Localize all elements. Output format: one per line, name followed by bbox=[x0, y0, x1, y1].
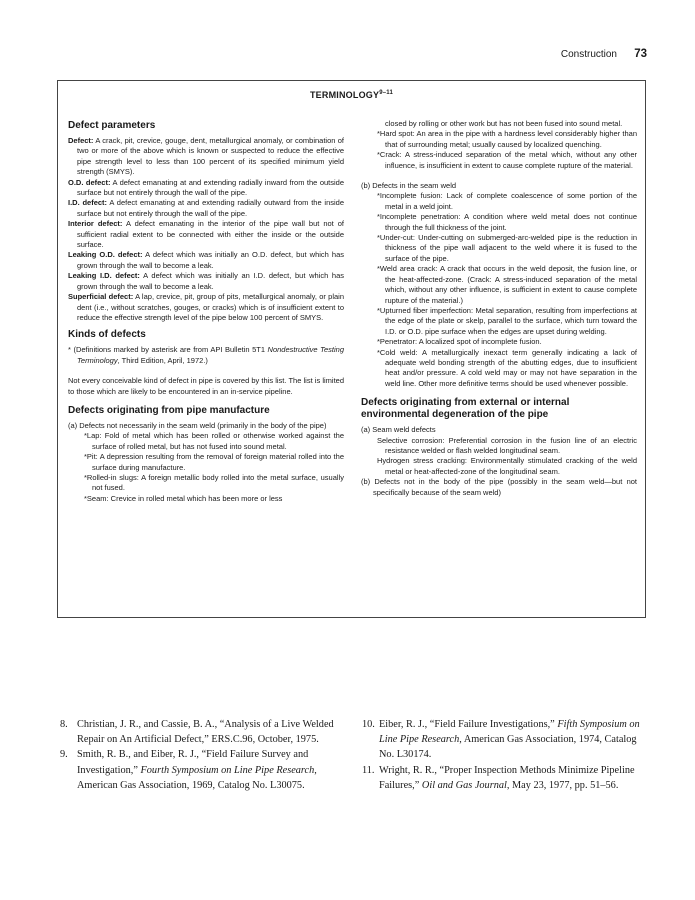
reference-number: 9. bbox=[60, 749, 68, 761]
reference-text bbox=[77, 717, 343, 747]
note-italic-title: Nondestructive Testing Terminology bbox=[77, 345, 345, 365]
definition-text: A defect emanating in the interior of the pipe wall but not of sufficient radial extent to be connected with either the inside or the outside surface. bbox=[77, 219, 344, 250]
definition-term: Interior defect: bbox=[68, 219, 123, 229]
defect-definition: *Lap: Fold of metal which has been rolled or otherwise worked against the surface of rolled metal, but has not fused into sound metal. bbox=[84, 431, 344, 451]
definition-entry bbox=[68, 198, 344, 219]
defect-definition: Hydrogen stress cracking: Environmentally stimulated cracking of the weld metal or heat-affected-zone of the longitudinal seam. bbox=[377, 456, 637, 476]
reference-part: Smith, R. B., and Eiber, R. J., “Field Failure Survey and Investigation,” bbox=[77, 749, 309, 776]
reference-text bbox=[379, 717, 650, 763]
definition-term: Defect: bbox=[68, 136, 94, 145]
defect-definition: *Seam: Crevice in rolled metal which has been more or less bbox=[84, 493, 283, 503]
box-right-column bbox=[361, 119, 637, 498]
definition-text: A crack, pit, crevice, gouge, dent, metallurgical anomaly, or combination of two or more of the above which is known or suspected to reduce the effective pipe strength level to less than 100 percent of its specified minimum yield strength (SMYS). bbox=[77, 136, 344, 177]
manufacture-item-a: (a) Defects not necessarily in the seam weld (primarily in the body of the pipe) bbox=[68, 420, 327, 430]
manufacture-sublist bbox=[68, 431, 344, 504]
reference-item bbox=[60, 747, 343, 793]
references-right bbox=[362, 717, 650, 793]
definition-text: A lap, crevice, pit, group of pits, metallurgical anomaly, or plain dent (i.e., without scratches, gouges, or cracks) which is of insufficient extent to reduce the effective strength level of the pipe below 100 percent of SMYS. bbox=[77, 292, 344, 322]
reference-part: Christian, J. R., and Cassie, B. A., “Analysis of a Live Welded Repair on An Artificial Defect,” ERS.C.96, October, 1975. bbox=[77, 719, 334, 746]
reference-italic-title: Fifth Symposium on Line Pipe Research bbox=[379, 719, 640, 746]
reference-item bbox=[362, 763, 650, 793]
defect-definition: *Incomplete fusion: Lack of complete coalescence of some portion of the metal in a weld joint. bbox=[377, 191, 637, 211]
definition-text: A defect which was initially an O.D. defect, but which has grown through the wall to become a leak. bbox=[77, 250, 345, 270]
ext-a-sublist bbox=[361, 436, 637, 478]
defect-definition: Selective corrosion: Preferential corrosion in the fusion line of an electric resistance welded or flash welded longitudinal seam. bbox=[377, 435, 637, 455]
reference-text bbox=[77, 747, 343, 793]
definition-text: A defect which was initially an I.D. defect, but which has grown through the wall to become a leak. bbox=[77, 271, 345, 291]
heading-defect-parameters: Defect parameters bbox=[68, 120, 156, 131]
box-title-citation: 9–11 bbox=[379, 90, 394, 96]
defect-definition: *Weld area crack: A crack that occurs in the weld deposit, the fusion line, or the heat-affected-zone. (Crack: A stress-induced separation of the metal which, without any other influence, is sufficient in extent to cause complete rupture of the material.) bbox=[377, 264, 637, 305]
box-title-text: TERMINOLOGY bbox=[309, 90, 380, 100]
reference-item bbox=[60, 717, 343, 747]
reference-italic-title: Oil and Gas Journal bbox=[421, 779, 507, 791]
asterisk-note bbox=[68, 345, 344, 366]
seam-continuation: closed by rolling or other work but has not been fused into sound metal. bbox=[385, 119, 623, 128]
terminology-box bbox=[57, 80, 646, 618]
ext-item-b: (b) Defects not in the body of the pipe (possibly in the seam weld—but not specifically because of the seam weld) bbox=[361, 477, 637, 497]
definition-entry bbox=[68, 250, 344, 271]
box-left-column bbox=[68, 116, 344, 504]
reference-part: , American Gas Association, 1969, Catalog No. L30075. bbox=[77, 764, 317, 791]
definition-term: I.D. defect: bbox=[68, 198, 108, 208]
defect-definition: *Pit: A depression resulting from the removal of foreign material rolled into the surface during manufacture. bbox=[84, 452, 344, 472]
defect-definition: *Under-cut: Under-cutting on submerged-arc-welded pipe is the reduction in thickness of the pipe wall adjacent to the weld where it is fused to the surface of the pipe. bbox=[377, 233, 637, 263]
reference-number: 8. bbox=[60, 719, 68, 730]
defect-definition: *Penetrator: A localized spot of incomplete fusion. bbox=[377, 337, 542, 347]
heading-kinds-of-defects: Kinds of defects bbox=[68, 329, 146, 341]
definition-entry bbox=[68, 178, 344, 199]
heading-environmental-degeneration: Defects originating from external or internal environmental degeneration of the pipe bbox=[361, 397, 570, 421]
running-section-title: Construction bbox=[560, 49, 617, 60]
references-left bbox=[60, 717, 343, 793]
kinds-paragraph: Not every conceivable kind of defect in pipe is covered by this list. The list is limited to those which are likely to be encountered in an in-service pipeline. bbox=[68, 376, 344, 396]
defect-definition: *Rolled-in slugs: A foreign metallic body rolled into the metal surface, usually not fused. bbox=[84, 472, 344, 493]
reference-part: , American Gas Association, 1974, Catalog No. L30174. bbox=[379, 734, 637, 761]
reference-item bbox=[362, 717, 650, 763]
definition-term: O.D. defect: bbox=[68, 177, 111, 187]
ext-item-a: (a) Seam weld defects bbox=[361, 425, 436, 435]
definition-term: Superficial defect: bbox=[68, 292, 134, 302]
defect-definition: *Upturned fiber imperfection: Metal separation, resulting from imperfections at the edge of the plate or skelp, parallel to the surface, which turn toward the I.D. or O.D. pipe surface when the edges are upset during welding. bbox=[377, 305, 637, 336]
definition-entry bbox=[68, 271, 344, 292]
reference-part: Wright, R. R., “Proper Inspection Methods Minimize Pipeline Failures,” bbox=[379, 764, 635, 791]
note-suffix: , Third Edition, April, 1972.) bbox=[117, 355, 208, 365]
defect-definition: *Hard spot: An area in the pipe with a hardness level considerably higher than that of surrounding metal; usually caused by localized quenching. bbox=[377, 129, 637, 149]
definition-text: A defect emanating at and extending radially inward from the outside surface but not entirely through the wall of the pipe. bbox=[77, 177, 345, 198]
box-title bbox=[58, 90, 645, 100]
right-sublist-a bbox=[361, 129, 637, 171]
seam-weld-defects-head: (b) Defects in the seam weld bbox=[361, 181, 457, 191]
definition-entry bbox=[68, 219, 344, 250]
definition-term: Leaking O.D. defect: bbox=[68, 250, 143, 260]
defect-parameters-list bbox=[68, 136, 344, 323]
reference-text bbox=[379, 763, 650, 793]
defect-definition: *Incomplete penetration: A condition where weld metal does not continue through the full thickness of the joint. bbox=[377, 212, 637, 232]
reference-part: Eiber, R. J., “Field Failure Investigations,” bbox=[379, 719, 558, 730]
defect-definition: *Cold weld: A metallurgically inexact term generally indicating a lack of adequate weld bonding strength of the abutting edges, due to insufficient heat and/or pressure. A cold weld may or may not have separation in the weld line. Other more definitive terms should be used whenever possible. bbox=[377, 347, 637, 388]
right-sublist-b bbox=[361, 191, 637, 389]
definition-entry bbox=[68, 292, 344, 323]
definition-entry bbox=[68, 136, 344, 178]
page-header bbox=[0, 48, 695, 64]
reference-number: 10. bbox=[362, 719, 375, 730]
reference-number: 11. bbox=[362, 764, 375, 776]
note-prefix: * (Definitions marked by asterisk are from API Bulletin 5T1 bbox=[68, 345, 268, 355]
defect-definition: *Crack: A stress-induced separation of the metal which, without any other influence, is insufficient in extent to cause complete rupture of the material. bbox=[377, 150, 637, 170]
page-number: 73 bbox=[634, 48, 647, 60]
heading-pipe-manufacture: Defects originating from pipe manufacture bbox=[68, 404, 270, 416]
reference-part: , May 23, 1977, pp. 51–56. bbox=[506, 779, 619, 791]
reference-italic-title: Fourth Symposium on Line Pipe Research bbox=[140, 764, 315, 776]
definition-text: A defect emanating at and extending radially outward from the inside surface but not entirely through the wall of the pipe. bbox=[77, 198, 345, 218]
definition-term: Leaking I.D. defect: bbox=[68, 271, 140, 281]
